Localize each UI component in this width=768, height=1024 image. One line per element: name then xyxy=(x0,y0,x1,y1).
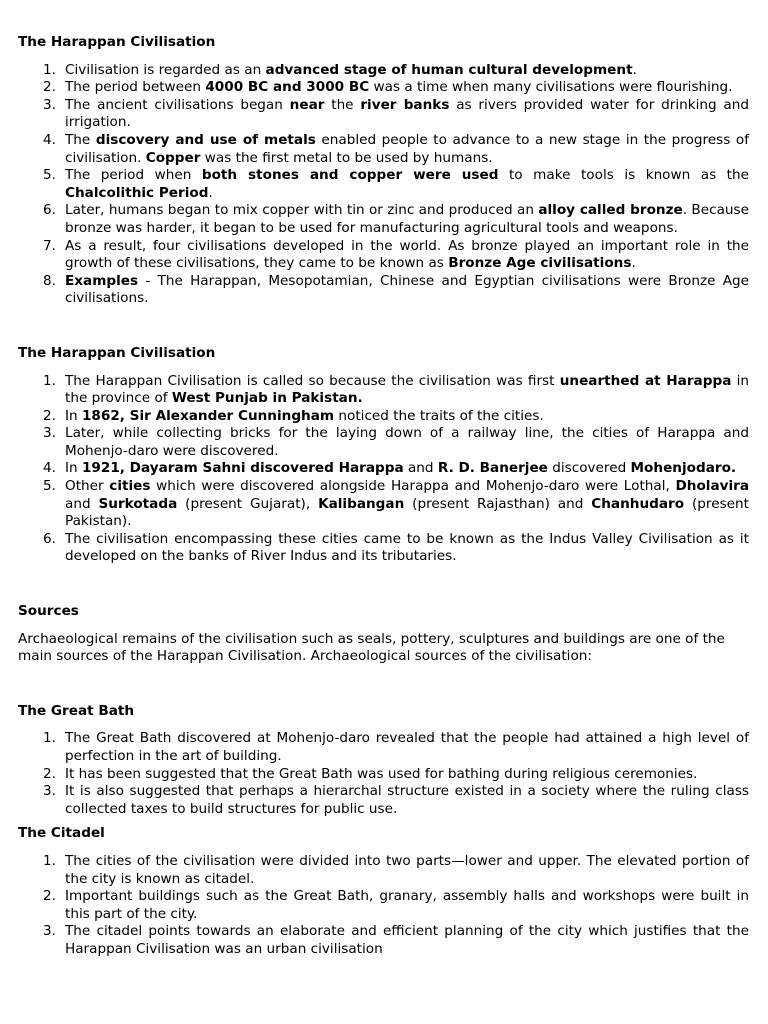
list-item xyxy=(18,783,749,818)
text: and xyxy=(65,495,99,512)
list-item-number: 3. xyxy=(43,96,56,113)
bold-text: unearthed at Harappa xyxy=(559,372,732,389)
list-item-number: 5. xyxy=(43,167,56,184)
list-item xyxy=(18,460,749,478)
text: noticed the traits of the cities. xyxy=(334,407,544,424)
list-item-number: 1. xyxy=(43,852,56,869)
bold-text: both stones and copper were used xyxy=(201,167,499,184)
list-item xyxy=(18,238,749,273)
bold-text: 1862, Sir Alexander Cunningham xyxy=(81,407,335,424)
text: . xyxy=(632,61,637,78)
text: Other xyxy=(65,478,110,495)
text: The Great Bath discovered at Mohenjo-daro revealed that the people had attained a high level of perfection in the art of building. xyxy=(65,730,749,764)
list-item xyxy=(18,132,749,167)
text: in the province of xyxy=(65,372,750,407)
text: It is also suggested that perhaps a hierarchal structure existed in a society where the ruling class collected taxes to build structures for public use. xyxy=(65,783,749,817)
text: to make tools is known as the xyxy=(498,167,749,184)
list-item xyxy=(18,167,749,202)
text: The period when xyxy=(65,167,202,184)
bold-text: Chalcolithic Period xyxy=(65,184,209,201)
list-item-number: 6. xyxy=(43,202,56,219)
intro-list xyxy=(18,62,749,308)
list-item xyxy=(18,766,749,784)
text: (present Pakistan). xyxy=(65,495,749,530)
section-title-great-bath: The Great Bath xyxy=(18,702,135,719)
text: (present Rajasthan) and xyxy=(404,495,592,512)
list-item xyxy=(18,408,749,426)
text: and xyxy=(403,460,438,477)
list-item xyxy=(18,373,749,408)
list-item-number: 6. xyxy=(43,530,56,547)
list-item-number: 7. xyxy=(43,237,56,254)
list-item-number: 2. xyxy=(43,888,56,905)
text: The cities of the civilisation were divided into two parts—lower and upper. The elevated portion of the city is known as citadel. xyxy=(65,852,749,887)
list-item xyxy=(18,888,749,923)
bold-text: 1921, Dayaram Sahni discovered Harappa xyxy=(81,460,404,477)
text: which were discovered alongside Harappa and Mohenjo-daro were Lothal, xyxy=(150,478,676,495)
list-item-number: 4. xyxy=(43,460,56,477)
text: as rivers provided water for drinking and irrigation. xyxy=(65,96,749,131)
text: Civilisation is regarded as an xyxy=(65,61,266,78)
section-title-sources: Sources xyxy=(18,603,79,620)
text: - The Harappan, Mesopotamian, Chinese and Egyptian civilisations were Bronze Age civilisations. xyxy=(65,272,749,307)
text: The civilisation encompassing these cities came to be known as the Indus Valley Civilisation as it developed on the banks of River Indus and its tributaries. xyxy=(65,530,749,565)
list-item-number: 1. xyxy=(43,730,56,747)
bold-text: Copper xyxy=(145,149,201,166)
list-item-number: 1. xyxy=(43,61,56,78)
text: It has been suggested that the Great Bath was used for bathing during religious ceremonies. xyxy=(65,765,698,782)
bold-text: advanced stage of human cultural development xyxy=(265,61,633,78)
list-item-number: 2. xyxy=(43,407,56,424)
discovery-list xyxy=(18,373,749,567)
list-item xyxy=(18,853,749,888)
section-title-harappan-civilisation: The Harappan Civilisation xyxy=(18,34,216,50)
text: In xyxy=(65,407,82,424)
text: discovered xyxy=(547,460,631,477)
text: The xyxy=(65,131,96,148)
bold-text: river banks xyxy=(360,96,450,113)
bold-text: Chanhudaro xyxy=(591,495,685,512)
bold-text: discovery and use of metals xyxy=(95,131,316,148)
text: Important buildings such as the Great Bath, granary, assembly halls and workshops were built in this part of the city. xyxy=(65,888,749,922)
great-bath-list xyxy=(18,730,749,818)
text: The Harappan Civilisation is called so because the civilisation was first xyxy=(65,372,560,389)
list-item xyxy=(18,425,749,460)
section-title-citadel: The Citadel xyxy=(18,825,105,842)
bold-text: Bronze Age civilisations xyxy=(448,255,632,272)
sources-paragraph: Archaeological remains of the civilisation such as seals, pottery, sculptures and buildings are one of the main sources of the Harappan Civilisation. Archaeological sources of the civilisation: xyxy=(18,630,725,665)
list-item xyxy=(18,478,749,531)
text: was a time when many civilisations were flourishing. xyxy=(369,79,733,96)
list-item-number: 2. xyxy=(43,79,56,96)
list-item-number: 8. xyxy=(43,272,56,289)
list-item xyxy=(18,202,749,237)
text: was the first metal to be used by humans. xyxy=(200,149,493,166)
list-item xyxy=(18,531,749,566)
text: Later, humans began to mix copper with tin or zinc and produced an xyxy=(65,202,539,219)
bold-text: Surkotada xyxy=(98,495,178,512)
text: Later, while collecting bricks for the laying down of a railway line, the cities of Harappa and Mohenjo-daro were discovered. xyxy=(65,425,749,459)
bold-text: near xyxy=(289,96,325,113)
citadel-list xyxy=(18,853,749,959)
text: enabled people to advance to a new stage in the progress of civilisation. xyxy=(65,131,749,166)
bold-text: West Punjab in Pakistan. xyxy=(171,390,363,407)
list-item-number: 3. xyxy=(43,923,56,940)
list-item-number: 2. xyxy=(43,765,56,782)
text: As a result, four civilisations developed in the world. As bronze played an important role in the growth of these civilisations, they came to be known as xyxy=(65,237,749,272)
bold-text: Dholavira xyxy=(675,478,750,495)
list-item-number: 4. xyxy=(43,131,56,148)
text: The period between xyxy=(65,79,206,96)
text: In xyxy=(65,460,82,477)
list-item xyxy=(18,730,749,765)
list-item-number: 3. xyxy=(43,425,56,442)
bold-text: alloy called bronze xyxy=(538,202,683,219)
list-item xyxy=(18,97,749,132)
text: The ancient civilisations began xyxy=(65,96,290,113)
bold-text: cities xyxy=(109,478,151,495)
text: (present Gujarat), xyxy=(177,495,319,512)
text: . xyxy=(631,255,636,272)
bold-text: R. D. Banerjee xyxy=(437,460,548,477)
list-item-number: 1. xyxy=(43,372,56,389)
list-item xyxy=(18,923,749,958)
text: . xyxy=(208,184,213,201)
list-item xyxy=(18,62,749,80)
list-item-number: 5. xyxy=(43,478,56,495)
bold-text: Examples xyxy=(65,272,139,289)
bold-text: Kalibangan xyxy=(318,495,405,512)
list-item xyxy=(18,273,749,308)
text: the xyxy=(324,96,361,113)
text: The citadel points towards an elaborate and efficient planning of the city which justifies that the Harappan Civilisation was an urban civilisation xyxy=(65,923,749,957)
bold-text: 4000 BC and 3000 BC xyxy=(205,79,370,96)
bold-text: Mohenjodaro. xyxy=(630,460,737,477)
list-item xyxy=(18,79,749,97)
section-title-harappan-civilisation-discovery: The Harappan Civilisation xyxy=(18,344,216,361)
text: . Because bronze was harder, it began to be used for manufacturing agricultural tools and weapons. xyxy=(65,202,749,236)
list-item-number: 3. xyxy=(43,783,56,800)
